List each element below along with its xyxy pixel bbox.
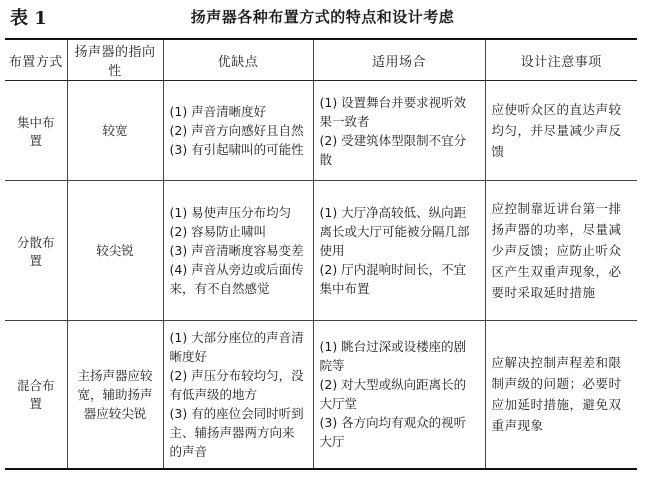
header-design-notes: 设计注意事项 <box>485 39 637 81</box>
application-item: (3) 各方向均有观众的视听大厅 <box>319 415 467 450</box>
application-item: (1) 设置舞台并要求视听效果一致者 <box>319 94 467 129</box>
table-caption <box>0 0 645 34</box>
header-directivity: 扬声器的指向性 <box>67 39 163 81</box>
design-notes-cell: 应使听众区的直达声较均匀，并尽量减少声反馈 <box>491 102 622 159</box>
application-item: (2) 受建筑体型限制不宜分散 <box>319 132 467 167</box>
directivity-cell: 较尖锐 <box>67 181 163 321</box>
pros-cons-cell <box>163 181 313 321</box>
table-title: 扬声器各种布置方式的特点和设计考虑 <box>190 8 455 26</box>
layout-mode-cell: 集中布置 <box>5 81 67 181</box>
table-number: 表 1 <box>10 8 47 29</box>
design-notes-cell: 应解决控制声程差和限制声级的问题；必要时应加延时措施，避免双重声现象 <box>485 321 637 469</box>
pros-cons-item: (3) 声音清晰度容易变差 <box>169 243 304 258</box>
header-pros-cons: 优缺点 <box>163 39 313 81</box>
applications-cell <box>313 81 485 181</box>
pros-cons-item: (4) 声音从旁边或后面传来，有不自然感觉 <box>169 262 304 296</box>
application-item: (2) 厅内混响时间长，不宜集中布置 <box>319 262 467 296</box>
application-item: (1) 眺台过深或设楼座的剧院等 <box>319 339 467 374</box>
table-row <box>5 181 637 321</box>
applications-cell <box>313 321 485 469</box>
directivity-cell: 较宽 <box>67 81 163 181</box>
pros-cons-item: (1) 易使声压分布均匀 <box>169 205 292 220</box>
applications-cell <box>313 181 485 321</box>
pros-cons-item: (2) 容易防止啸叫 <box>169 224 267 239</box>
header-row <box>5 39 637 81</box>
directivity-cell: 主扬声器应较宽，辅助扬声器应较尖锐 <box>67 321 163 469</box>
pros-cons-item: (1) 大部分座位的声音清晰度好 <box>169 329 304 364</box>
table-row <box>5 321 637 469</box>
speaker-layout-table <box>5 38 637 470</box>
design-notes-cell: 应控制靠近讲台第一排扬声器的功率，尽量减少声反馈；应防止听众区产生双重声现象，必要时采取延时措施 <box>485 181 637 321</box>
pros-cons-item: (3) 有引起啸叫的可能性 <box>169 142 304 157</box>
pros-cons-cell <box>163 81 313 181</box>
layout-mode-cell: 混合布置 <box>5 321 67 469</box>
pros-cons-item: (1) 声音清晰度好 <box>169 104 267 119</box>
application-item: (2) 对大型或纵向距离长的大厅堂 <box>319 377 467 412</box>
layout-mode-cell: 分散布置 <box>5 181 67 321</box>
header-applications: 适用场合 <box>313 39 485 81</box>
pros-cons-item: (2) 声音方向感好且自然 <box>169 123 304 138</box>
table-row <box>5 81 637 181</box>
header-layout-mode: 布置方式 <box>5 39 67 81</box>
application-item: (1) 大厅净高较低、纵向距离长或大厅可能被分隔几部使用 <box>319 205 470 258</box>
pros-cons-item: (3) 有的座位会同时听到主、辅扬声器两方向来的声音 <box>169 405 304 459</box>
pros-cons-cell <box>163 321 313 469</box>
pros-cons-item: (2) 声压分布较均匀，没有低声级的地方 <box>169 367 304 402</box>
